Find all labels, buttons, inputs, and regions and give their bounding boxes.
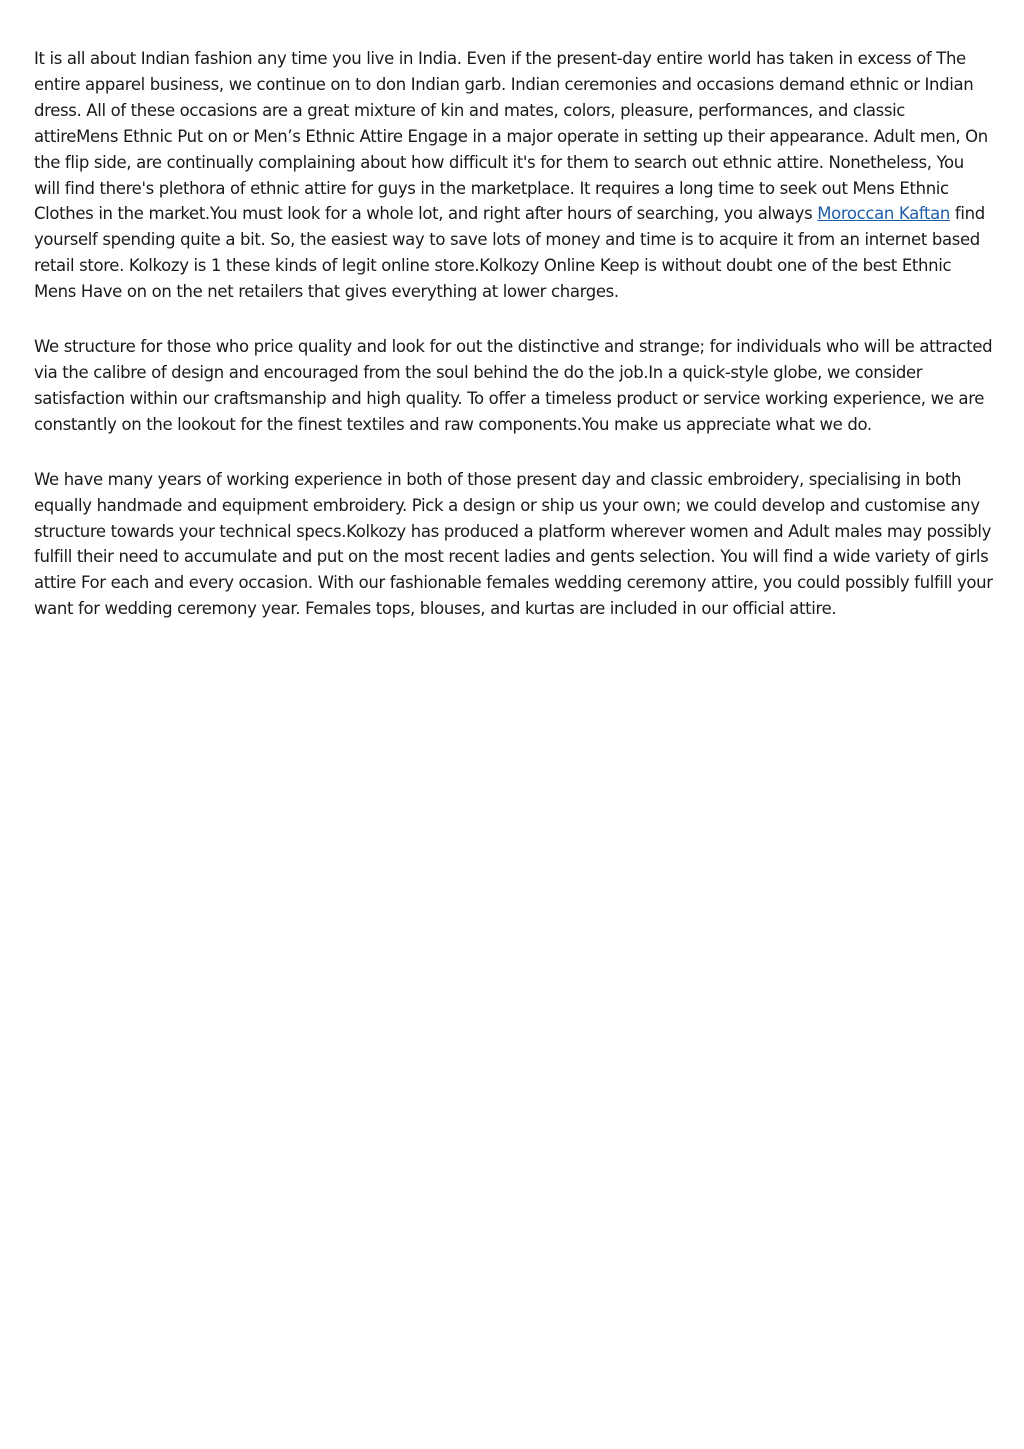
moroccan-kaftan-link[interactable]: Moroccan Kaftan (817, 204, 950, 224)
paragraph-2: We structure for those who price quality and look for out the distinctive and strange; for individuals who will be attracted via the calibre of design and encouraged from the soul behind the do the job.In a quick-style globe, we consider satisfaction within our craftsmanship and high quality. To offer a timeless product or service working experience, we are constantly on the lookout for the finest textiles and raw components.You make us appreciate what we do. (34, 337, 993, 434)
paragraph-1-text-before-link: It is all about Indian fashion any time you live in India. Even if the present-day entire world has taken in excess of The entire apparel business, we continue on to don Indian garb. Indian ceremonies and occasions demand ethnic or Indian dress. All of these occasions are a great mixture of kin and mates, colors, pleasure, performances, and classic attireMens Ethnic Put on or Men’s Ethnic Attire Engage in a major operate in setting up their appearance. Adult men, On the flip side, are continually complaining about how difficult it's for them to search out ethnic attire. Nonetheless, You will find there's plethora of ethnic attire for guys in the marketplace. It requires a long time to seek out Mens Ethnic Clothes in the market.You must look for a whole lot, and right after hours of searching, you always (34, 49, 988, 224)
document-body (34, 46, 994, 651)
paragraph-1 (34, 46, 994, 305)
paragraph-1-text-after-link: find yourself spending quite a bit. So, the easiest way to save lots of money and time is to acquire it from an internet based retail store. Kolkozy is 1 these kinds of legit online store.Kolkozy Online Keep is without doubt one of the best Ethnic Mens Have on on the net retailers that gives everything at lower charges. (34, 204, 985, 302)
paragraph-3: We have many years of working experience in both of those present day and classic embroidery, specialising in both equally handmade and equipment embroidery. Pick a design or ship us your own; we could develop and customise any structure towards your technical specs.Kolkozy has produced a platform wherever women and Adult males may possibly fulfill their need to accumulate and put on the most recent ladies and gents selection. You will find a wide variety of girls attire For each and every occasion. With our fashionable females wedding ceremony attire, you could possibly fulfill your want for wedding ceremony year. Females tops, blouses, and kurtas are included in our official attire. (34, 469, 993, 619)
